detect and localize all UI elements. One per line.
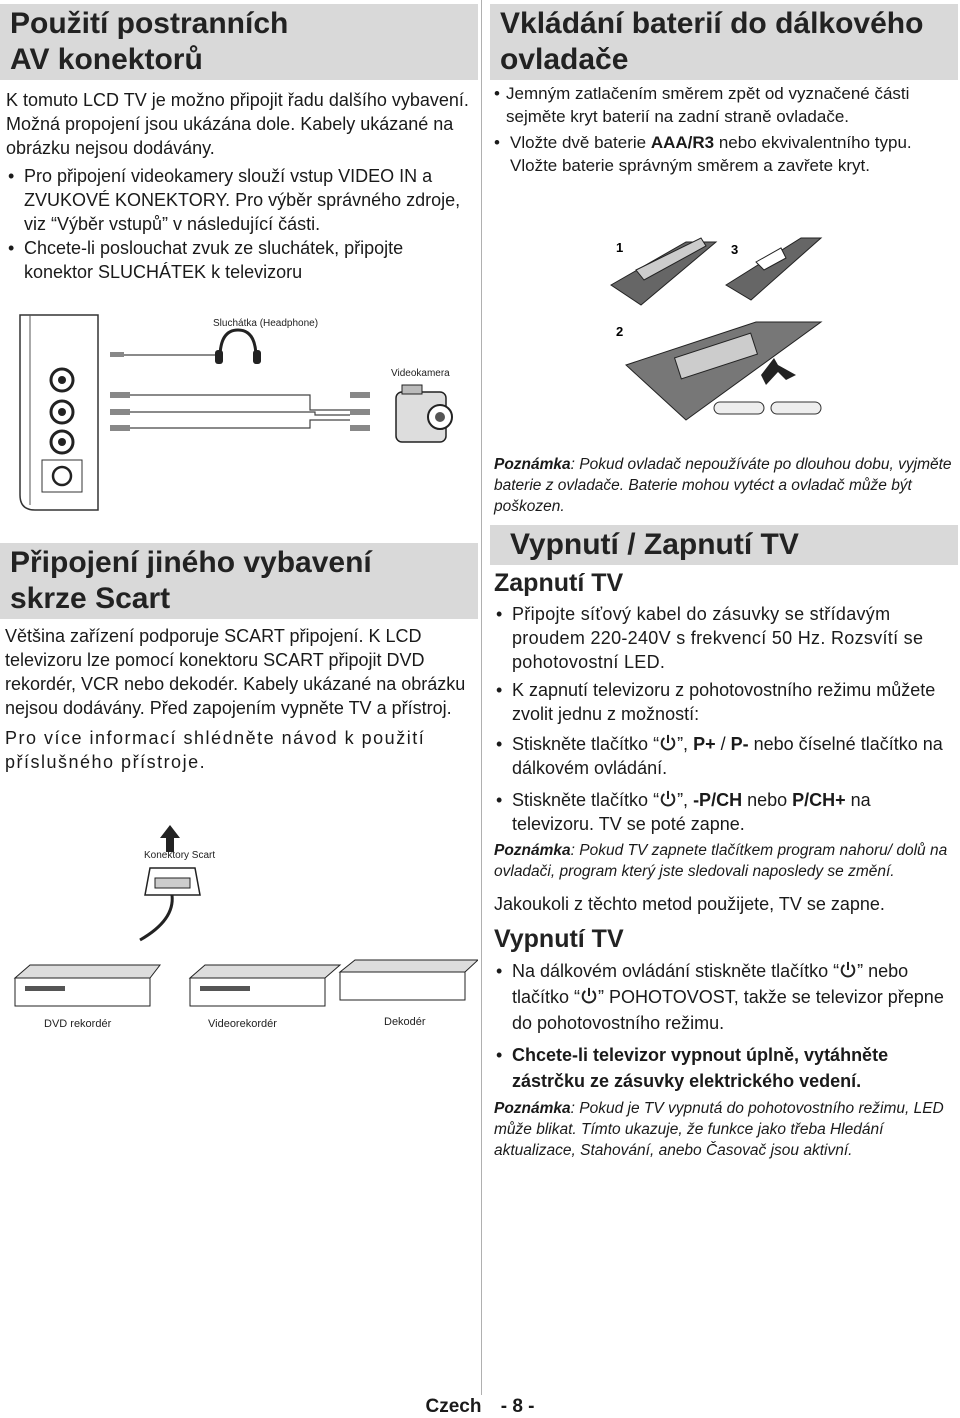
camera-label: Videokamera xyxy=(391,368,450,379)
column-divider xyxy=(481,0,482,1395)
videorecorder-device xyxy=(190,965,340,1006)
remote-step-1 xyxy=(611,238,716,305)
tv-side-panel xyxy=(20,315,98,510)
av-cables xyxy=(118,348,350,428)
battery-type: AAA/R3 xyxy=(650,133,715,152)
power-on-remote-slash: / xyxy=(715,734,731,754)
battery-insert-text-a: Vložte dvě baterie xyxy=(510,133,651,152)
power-on-bullet-cable: • Připojte síťový kabel do zásuvky se střídavým proudem 220-240V s frekvencí 50 Hz. Rozsvítí se pohotovostní LED. xyxy=(494,602,956,674)
step-1-label: 1 xyxy=(616,240,624,255)
dvd-recorder-device xyxy=(15,965,160,1006)
av-bullet-list xyxy=(6,164,472,284)
power-off-note xyxy=(494,1098,956,1161)
power-on-heading: Zapnutí TV xyxy=(494,569,624,597)
av-bullet-camera: • Pro připojení videokamery slouží vstup VIDEO IN a ZVUKOVÉ KONEKTORY. Pro výběr správného zdroje, viz “Výběr vstupů” v následující části. xyxy=(6,164,472,236)
av-section-title: Použití postranních AV konektorů xyxy=(10,7,289,76)
p-ch-minus-button: -P/CH xyxy=(693,790,743,810)
headphone-label: Sluchátka (Headphone) xyxy=(213,318,319,329)
power-off-text-c: ” POHOTOVOST, takže se televizor přepne do pohotovostního režimu. xyxy=(512,987,944,1033)
av-bullet-headphones: • Chcete-li poslouchat zvuk ze sluchátek, připojte konektor SLUCHÁTEK k televizoru xyxy=(6,236,472,284)
dvd-recorder-label: DVD rekordér xyxy=(44,1018,112,1030)
battery-bullet-list xyxy=(492,82,954,177)
battery-heading-bar xyxy=(490,4,958,80)
power-section-title: Vypnutí / Zapnutí TV xyxy=(510,528,799,561)
step-3-label: 3 xyxy=(731,242,739,257)
rca-plugs xyxy=(110,352,370,431)
headphone-icon xyxy=(215,330,261,364)
power-on-note xyxy=(494,840,956,882)
remote-step-3 xyxy=(726,238,821,300)
power-on-remote-text-b: ”, xyxy=(677,734,694,754)
battery-insert-text-b: nebo ekvivalentního typu. Vložte baterie správným směrem a zavřete kryt. xyxy=(510,133,912,175)
power-off-note-text: : Pokud je TV vypnutá do pohotovostního režimu, LED může blikat. Tímto ukazuje, že funkce jako třeba Hledání aktualizace, Stahování, anebo Časovač jsou aktivní. xyxy=(494,1100,944,1159)
power-on-tv-text-a: Stiskněte tlačítko “ xyxy=(512,790,660,810)
power-off-list xyxy=(494,958,956,1094)
av-heading-bar xyxy=(0,4,478,80)
power-icon xyxy=(659,734,677,752)
power-on-tv-text-c: nebo xyxy=(742,790,793,810)
p-minus-button: P- xyxy=(730,734,749,754)
decoder-device xyxy=(340,960,478,1000)
power-on-note-text: : Pokud TV zapnete tlačítkem program nahoru/ dolů na ovladači, program který jste sledovali naposledy se změní. xyxy=(494,842,948,880)
power-icon xyxy=(839,961,857,979)
av-connection-diagram xyxy=(10,300,478,520)
scart-plug-icon xyxy=(140,868,200,940)
power-off-bullet-unplug xyxy=(494,1042,956,1094)
power-off-unplug-text: Chcete-li televizor vypnout úplně, vytáhněte zástrčku ze zásuvky elektrického vedení. xyxy=(512,1045,889,1091)
p-ch-plus-button: P/CH+ xyxy=(792,790,846,810)
power-icon xyxy=(580,987,598,1005)
power-on-list xyxy=(494,602,956,836)
scart-section-title: Připojení jiného vybavení skrze Scart xyxy=(10,546,372,615)
av-intro: K tomuto LCD TV je možno připojit řadu dalšího vybavení. Možná propojení jsou ukázána dole. Kabely ukázané na obrázku nejsou dodávány. xyxy=(6,90,469,158)
battery-section-title: Vkládání baterií do dálkového ovladače xyxy=(500,7,924,76)
power-on-tv-text-d: na televizoru. TV se poté zapne. xyxy=(512,790,871,834)
power-off-text-a: Na dálkovém ovládání stiskněte tlačítko “ xyxy=(512,961,840,981)
decoder-label: Dekodér xyxy=(384,1016,426,1028)
power-on-bullet-tv xyxy=(494,788,956,836)
remote-battery-diagram xyxy=(606,230,946,440)
step-2-label: 2 xyxy=(616,324,624,339)
power-on-bullet-remote xyxy=(494,732,956,780)
power-off-heading: Vypnutí TV xyxy=(494,925,624,953)
power-off-bullet-remote xyxy=(494,958,956,1036)
videorecorder-label: Videorekordér xyxy=(208,1018,277,1030)
battery-bullet-insert xyxy=(492,131,954,177)
video-camera-icon xyxy=(396,385,452,442)
battery-note-label: Poznámka xyxy=(494,456,571,473)
battery-bullet-cover: • Jemným zatlačením směrem zpět od vyznačené části sejměte kryt baterií na zadní straně ovladače. xyxy=(492,82,954,128)
any-method-text: Jakoukoli z těchto metod použijete, TV se zapne. xyxy=(494,894,885,914)
right-column xyxy=(486,0,960,1159)
power-off-text-b: ” nebo tlačítko “ xyxy=(512,961,909,1007)
up-arrow-icon xyxy=(160,825,180,852)
page-footer xyxy=(0,1396,960,1418)
p-plus-button: P+ xyxy=(693,734,716,754)
power-on-bullet-standby: • K zapnutí televizoru z pohotovostního režimu můžete zvolit jednu z možností: xyxy=(494,678,956,726)
power-icon xyxy=(659,790,677,808)
power-heading-bar xyxy=(490,525,958,565)
page-number: - 8 - xyxy=(500,1396,535,1417)
left-column xyxy=(0,0,478,1030)
power-off-note-label: Poznámka xyxy=(494,1100,571,1117)
power-on-remote-text-c: nebo číselné tlačítko na dálkovém ovládání. xyxy=(512,734,943,778)
power-on-note-label: Poznámka xyxy=(494,842,571,859)
battery-note-text: : Pokud ovladač nepoužíváte po dlouhou dobu, vyjměte baterie z ovladače. Baterie mohou vytéct a ovladač může být poškozen. xyxy=(494,456,952,515)
power-on-remote-text-a: Stiskněte tlačítko “ xyxy=(512,734,660,754)
scart-paragraph-2: Pro více informací shlédněte návod k použití příslušného přístroje. xyxy=(5,728,426,772)
batteries-icon xyxy=(714,402,821,414)
battery-note xyxy=(494,454,956,517)
scart-heading-bar xyxy=(0,543,478,619)
scart-paragraph-1: Většina zařízení podporuje SCART připojení. K LCD televizoru lze pomocí konektoru SCART připojit DVD rekordér, VCR nebo dekodér. Kabely ukázané na obrázku nejsou dodávány. Před zapojením vypněte TV a přístroj. xyxy=(5,626,466,718)
scart-connector-label: Konektory Scart xyxy=(144,850,216,861)
footer-language: Czech xyxy=(425,1396,482,1417)
scart-diagram xyxy=(0,820,478,1040)
power-on-tv-text-b: ”, xyxy=(677,790,694,810)
